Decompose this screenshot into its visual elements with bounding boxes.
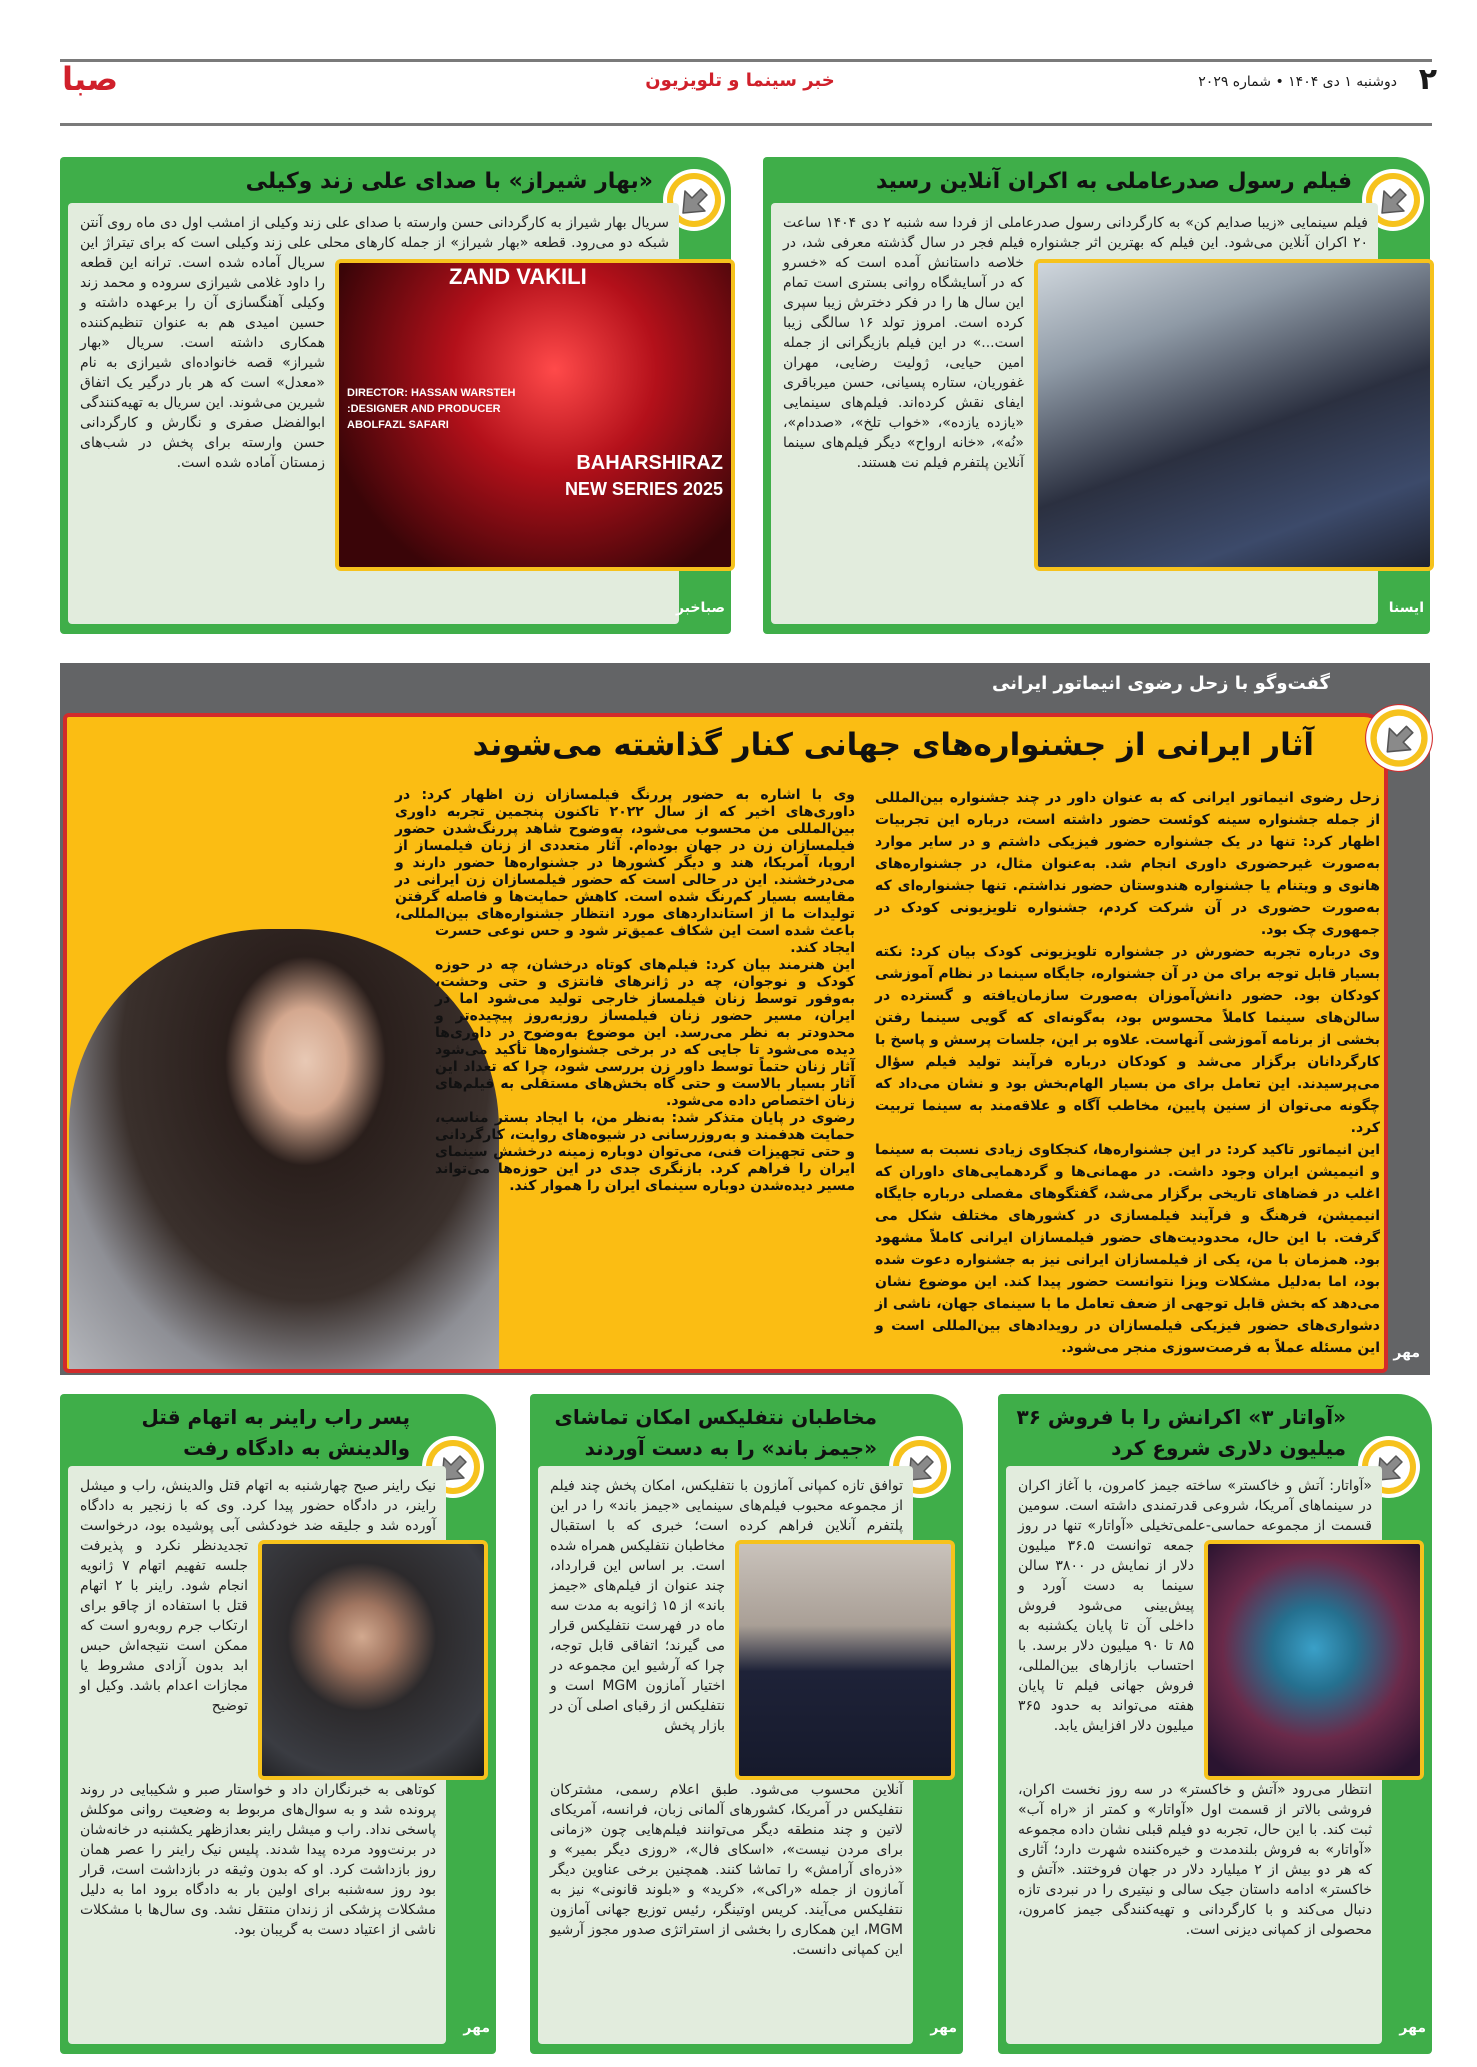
article-text: سریال بهار شیراز به کارگردانی حسن وارسته با صدای علی زند وکیلی از امشب اول دی ماه روی آنتن شبکه دو می‌رود. قطعه «بهار شیراز» از جمله کارهای محلی علی زند وکیلی است که برای تیتراژ این سریال آماده شده است. ترانه این قطعه را داود غلامی شیرازی سروده و محمد زند وکیلی آهنگسازی آن را برعهده داشته و حسین امیدی هم به عنوان تنظیم‌کننده همکاری داشته است. سریال «بهار شیراز» قصه خانواده‌ای شیرازی به نام «معدل» است که هر بار درگیر یک اتفاق شیرین می‌شوند. این سریال به تهیه‌کنندگی ابوالفضل صفری و نگارش و کارگردانی حسن وارسته برای پخش در شب‌های زمستان آماده شده است. [80, 215, 669, 471]
news-box-avatar [998, 1394, 1432, 2054]
paragraph: زحل رضوی انیماتور ایرانی که به عنوان داور در چند جشنواره بین‌المللی از جمله جشنواره سینه کوئست حضور داشته است، درباره این تجربیات اظهار کرد: تنها در یک جشنواره حضور فیزیکی داشتم و در سایر موارد به‌صورت غیرحضوری داوری انجام شد. به‌عنوان مثال، در جشنواره‌های هانوی و ویتنام یا جشنواره هندوستان حضور نداشتم. تنها جشنواره‌ای که به‌صورت حضوری در آن شرکت کردم، جشنواره تلویزیونی کودک در جمهوری چک بود. [875, 790, 1380, 938]
james-bond-photo [735, 1540, 955, 1780]
article-lead: نیک راینر صبح چهارشنبه به اتهام قتل والدینش، راب و میشل راینر، در دادگاه حضور پیدا کرد. وی که با زنجیر به دادگاه آورده شد و جلیقه ضد خودکشی آبی پوشیده بود، درخواست تجدیدنظر نکرد و پذیرفت جلسه تفهیم اتهام ۷ ژانویه انجام شود. راینر با ۲ اتهام قتل با استفاده از چاقو برای ارتکاب جرم روبه‌رو است که ممکن است نتیجه‌اش حبس ابد بدون آزادی مشروط یا مجازات اعدام باشد. وکیل او توضیح [80, 1478, 436, 1714]
page-number: ۲ [1418, 62, 1437, 97]
nick-reiner-photo [258, 1540, 488, 1780]
source-label: صباخبر [675, 600, 725, 616]
news-box-bahar-shiraz [60, 157, 731, 634]
interview-title: آثار ایرانی از جشنواره‌های جهانی کنار گذاشته می‌شوند [472, 727, 1314, 763]
paragraph: این انیماتور تاکید کرد: در این جشنواره‌ها، کنجکاوی زیادی نسبت به سینما و انیمیشن ایران وجود داشت. در مهمانی‌ها و گردهمایی‌های داوران که اغلب در فضاهای تاریخی برگزار می‌شد، گفتگوهای مفصلی درباره جایگاه انیمیشن، فرهنگ و فرآیند فیلمسازی در کشورهای مختلف شکل می گرفت. با این حال، محدودیت‌های حضور فیلمسازان ایرانی کاملاً مشهود بود. همزمان با من، یکی از فیلمسازان ایرانی نیز به جشنواره دعوت شده بود، اما به‌دلیل مشکلات ویزا نتوانست حضور پیدا کند. این موضوع نشان می‌دهد که بخش قابل توجهی از ضعف تعامل ما با سینمای جهان، ناشی از دشواری‌های حضور فیزیکی فیلمسازان در رویدادهای بین‌المللی است و این مسئله عملاً به فرصت‌سوزی منجر می‌شود. [875, 1142, 1380, 1356]
news-box-james-bond [530, 1394, 963, 2054]
interview-kicker: گفت‌وگو با زحل رضوی انیماتور ایرانی [992, 673, 1330, 694]
source-label: مهر [1399, 2020, 1426, 2036]
poster-text: ABOLFAZL SAFARI [347, 419, 449, 431]
source-label: ایسنا [1388, 600, 1424, 616]
headline: «آواتار ۳» اکرانش را با فروش ۳۶ میلیون دلاری شروع کرد [1016, 1405, 1346, 1460]
header-top-rule [60, 59, 1432, 62]
poster-text: DESIGNER AND PRODUCER: [347, 403, 501, 415]
news-box-sadrameli [763, 157, 1430, 634]
article-text: انتظار می‌رود «آتش و خاکستر» در سه روز نخست اکران، فروشی بالاتر از قسمت اول «آواتار» و کمتر از «راه آب» ثبت کند. با این حال، تجربه دو فیلم قبلی نشان داده مجموعه «آواتار» به فروش بلندمدت و خیره‌کننده شهرت دارد؛ آثاری که هر دو بیش از ۲ میلیارد دلار در جهان فروختند. «آتش و خاکستر» ادامه داستان جیک سالی و نیتیری را در نبردی تازه دنبال می‌کند و با کارگردانی و تهیه‌کنندگی جیمز کامرون، محصولی از کمپانی دیزنی است. [1018, 1782, 1372, 1938]
interview-left-column [395, 787, 855, 1359]
headline: فیلم رسول صدرعاملی به اکران آنلاین رسید [875, 169, 1352, 194]
article-body [538, 1466, 913, 2044]
source-label: مهر [1393, 1345, 1420, 1361]
article-text: فیلم سینمایی «زیبا صدایم کن» به کارگردانی رسول صدرعاملی از فردا سه شنبه ۲ دی ۱۴۰۴ ساعت ۲۰ اکران آنلاین می‌شود. این فیلم که بهترین اثر جشنواره فیلم فجر در سال گذشته معرفی شد، در خلاصه داستانش آمده است که «خسرو که در آسایشگاه روانی بستری است تمام این سال ها را در فکر دخترش زیبا سپری کرده است. امروز تولد ۱۶ سالگی زیبا است...» در این فیلم بازیگرانی از جمله امین حیایی، ژولیت رضایی، مهران غفوریان، ستاره پسیانی، حسن میرباقری ایفای نقش کرده‌اند. فیلم‌های سینمایی «یازده یازده»، «خواب تلخ»، «صددام»، «نُه»، «خانه ارواح» دیگر فیلم‌های سینما آنلاین پلتفرم فیلم نت هستند. [783, 215, 1368, 471]
source-label: مهر [930, 2020, 957, 2036]
article-lead: توافق تازه کمپانی آمازون با نتفلیکس، امکان پخش چند فیلم از مجموعه محبوب فیلم‌های سینمایی «جیمز باند» را در این پلتفرم آنلاین فراهم کرده است؛ خبری که با استقبال مخاطبان نتفلیکس همراه شده است. بر اساس این قرارداد، چند عنوان از فیلم‌های «جیمز باند» از ۱۵ ژانویه به مدت سه ماه در فهرست نتفلیکس قرار می گیرند؛ اتفاقی قابل توجه، چرا که آرشیو این مجموعه در اختیار آمازون MGM است و نتفلیکس از رقبای اصلی آن در بازار پخش [550, 1478, 903, 1734]
avatar-still-photo [1204, 1540, 1424, 1780]
article-body [1006, 1466, 1382, 2044]
paragraph: وی با اشاره به حضور پررنگ فیلمسازان زن اظهار کرد: در داوری‌های اخیر که از سال ۲۰۲۲ تاکنون پنجمین تجربه داوری بین‌المللی من محسوب می‌شود، به‌وضوح شاهد پررنگ‌شدن حضور فیلمسازان زن در جهان بوده‌ام. آثار متعددی از زنان فیلمساز از اروپا، آمریکا، هند و دیگر کشورها در جشنواره‌ها حضور دارند و می‌درخشند. این در حالی است که حضور فیلمسازان زن ایرانی در مقایسه بسیار کم‌رنگ شده است. کاهش حمایت‌ها و فاصله گرفتن تولیدات ما از استانداردهای مورد انتظار جشنواره‌های بین‌المللی، باعث شده است این شکاف عمیق‌تر شود و حس نوعی حسرت ایجاد کند. [395, 787, 855, 956]
news-box-reiner [60, 1394, 496, 2054]
paragraph: وی درباره تجربه حضورش در جشنواره تلویزیونی کودک بیان کرد: نکته بسیار قابل توجه برای من در آن جشنواره، جایگاه سینما در نظام آموزشی کودکان بود. حضور دانش‌آموزان به‌صورت سازمان‌یافته و گسترده در سالن‌های سینما کاملاً محسوس بود، به‌گونه‌ای که گویی سینما رفتن بخشی از برنامه آموزشی آنهاست. علاوه بر این، جلسات پرسش و پاسخ با کارگردانان برگزار می‌شد و کودکان درباره فرآیند تولید فیلم سؤال می‌پرسیدند. این تعامل برای من بسیار الهام‌بخش بود و نشان می‌داد که چگونه می‌توان از سنین پایین، مخاطب آگاه و علاقه‌مند به سینما تربیت کرد. [875, 944, 1380, 1136]
poster-text: NEW SERIES 2025 [564, 479, 723, 499]
source-label: مهر [463, 2020, 490, 2036]
article-text: کوتاهی به خبرنگاران داد و خواستار صبر و شکیبایی در روند پرونده شد و به سوال‌های مربوط به وضعیت روانی موکلش پاسخی نداد. راب و میشل راینر بعدازظهر یکشنبه در خانه‌شان در برنت‌وود مرده پیدا شدند. پلیس نیک راینر را عصر همان روز بازداشت کرد. او که بدون وثیقه در بازداشت است، قرار بود روز سه‌شنبه برای اولین بار به دادگاه برود اما به دلیل مشکلات پزشکی از زندان منتقل نشد. وی سال‌ها با مشکلات ناشی از اعتیاد دست به گریبان بود. [79, 1782, 436, 1938]
article-body [68, 1466, 446, 2044]
interview-right-column [875, 787, 1380, 1359]
series-poster-photo [335, 259, 735, 571]
poster-text: DIRECTOR: HASSAN WARSTEH [347, 387, 516, 399]
header-bottom-rule [60, 123, 1432, 126]
poster-text: ZAND VAKILI [449, 264, 587, 289]
arrow-badge-icon [1364, 703, 1434, 773]
headline: پسر راب راینر به اتهام قتل والدینش به دادگاه رفت [141, 1405, 410, 1460]
issue-date: دوشنبه ۱ دی ۱۴۰۴ • شماره ۲۰۲۹ [1198, 74, 1397, 90]
headline: «بهار شیراز» با صدای علی زند وکیلی [245, 169, 653, 194]
newspaper-logo[interactable]: صبا [62, 60, 118, 98]
interview-section [60, 663, 1430, 1375]
headline: مخاطبان نتفلیکس امکان تماشای «جیمز باند» را به دست آوردند [554, 1405, 877, 1460]
article-body [771, 203, 1378, 624]
film-still-photo [1034, 259, 1434, 571]
paragraph: این هنرمند بیان کرد: فیلم‌های کوتاه درخشان، چه در حوزه کودک و نوجوان، چه در ژانرهای فانتزی و حتی وحشت، به‌وفور توسط زنان فیلمساز خارجی تولید می‌شود اما در ایران، مسیر حضور زنان فیلمساز روزبه‌روز پیچیده‌تر و محدودتر به نظر می‌رسد. این موضوع به‌وضوح در داوری‌ها دیده می‌شود تا جایی که در برخی جشنواره‌ها تأکید می‌شود آثار زنان حتماً توسط داور زن بررسی شود، چرا که تعداد این آثار بسیار بالاست و حتی گاه بخش‌های مستقلی به فیلم‌های زنان اختصاص داده می‌شود. [435, 957, 855, 1109]
poster-text: BAHARSHIRAZ [576, 452, 723, 474]
article-lead: «آواتار: آتش و خاکستر» ساخته جیمز کامرون، با آغاز اکران در سینماهای آمریکا، شروعی قدرتمندی داشته است. سومین قسمت از مجموعه حماسی-علمی‌تخیلی «آواتار» تنها در روز جمعه توانست ۳۶.۵ میلیون دلار از نمایش در ۳۸۰۰ سالن سینما به دست آورد و پیش‌بینی می‌شود فروش داخلی آن تا پایان یکشنبه به ۸۵ تا ۹۰ میلیون دلار برسد. با احتساب بازارهای بین‌المللی، فروش جهانی فیلم تا پایان هفته می‌تواند به حدود ۳۶۵ میلیون دلار افزایش یابد. [1018, 1478, 1372, 1734]
paragraph: رضوی در پایان متذکر شد: به‌نظر من، با ایجاد بستر مناسب، حمایت هدفمند و به‌روزرسانی در شیوه‌های روایت، کارگردانی و حتی تجهیزات فنی، می‌توان دوباره زمینه درخشش سینمای ایران را فراهم کرد. بازنگری جدی در این حوزه‌ها می‌تواند مسیر دیده‌شدن دوباره سینمای ایران را هموار کند. [435, 1110, 855, 1194]
section-title: خبر سینما و تلویزیون [645, 70, 835, 91]
article-text: آنلاین محسوب می‌شود. طبق اعلام رسمی، مشترکان نتفلیکس در آمریکا، کشورهای آلمانی زبان، فرانسه، آمریکای لاتین و چند منطقه دیگر می‌توانند فیلم‌هایی چون «زمانی برای مردن نیست»، «اسکای فال»، «روزی دیگر بمیر» و «ذره‌ای آرامش» را تماشا کنند. همچنین برخی عناوین دیگر آمازون از جمله «راکی»، «کرید» و «بلوند قانونی» نیز به نتفلیکس می‌آیند. کریس اوتینگر، رئیس توزیع جهانی آمازون MGM، این همکاری را بخشی از استراتژی صدور مجوز آرشیو این کمپانی دانست. [550, 1782, 903, 1958]
